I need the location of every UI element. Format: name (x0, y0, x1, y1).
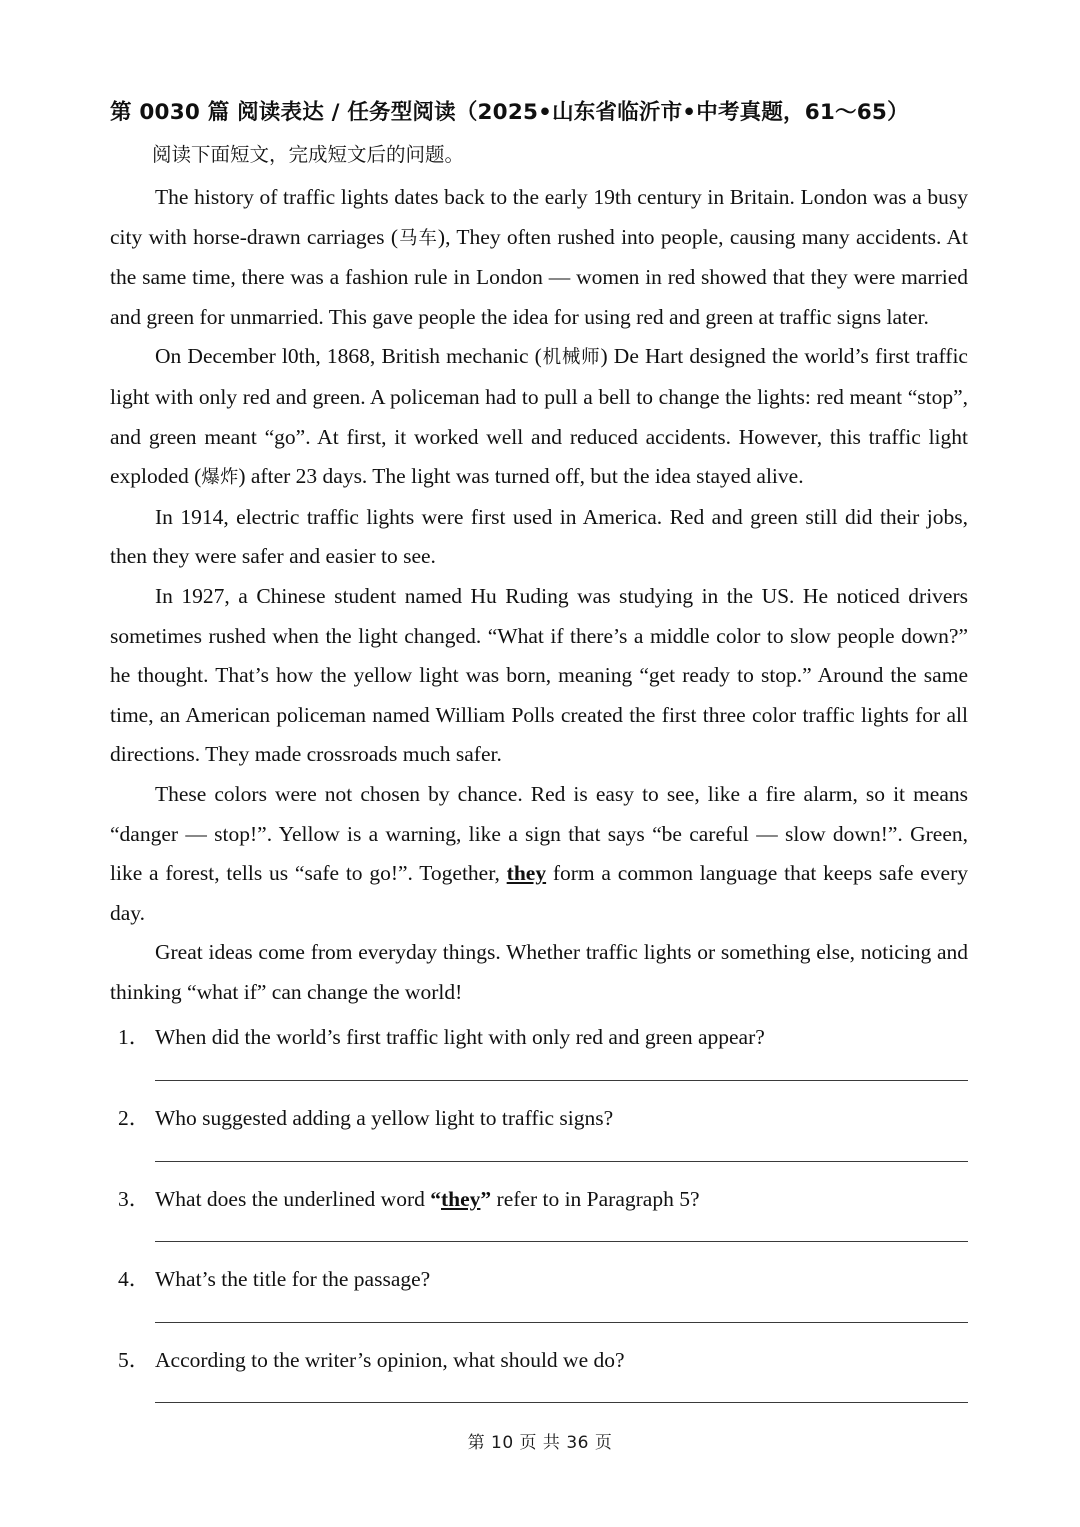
passage-paragraph-1 (110, 178, 968, 337)
passage-paragraph-4: In 1927, a Chinese student named Hu Ruding was studying in the US. He noticed drivers sometimes rushed when the light changed. “What if there’s a middle color to slow people down?” he thought. That’s how the yellow light was born, meaning “get ready to stop.” Around the same time, an American policeman named William Polls created the first three color traffic lights for all directions. They made crossroads much safer. (110, 583, 968, 767)
instruction-line: 阅读下面短文，完成短文后的问题。 (152, 143, 465, 166)
question-item-1 (110, 1018, 968, 1081)
paragraph-2-gloss-2: 爆炸 (201, 467, 239, 489)
answer-line-2[interactable] (155, 1161, 968, 1162)
paragraph-1-text-b: ), They often rushed into people, causing many accidents. At the same time, there was a fashion rule in London — women in red showed that they were married and green for unmarried. This gave people the idea for using red and green at traffic signs later. (110, 224, 968, 329)
question-4-number: 4． (118, 1267, 151, 1292)
passage-paragraph-2 (110, 337, 968, 497)
passage-paragraph-3: In 1914, electric traffic lights were first used in America. Red and green still did their jobs, then they were safer and easier to see. (110, 504, 968, 569)
question-3-line (110, 1180, 968, 1220)
question-2-number: 2． (118, 1106, 151, 1131)
page-title: 第 0030 篇 阅读表达 / 任务型阅读（2025•山东省临沂市•中考真题，61～65） (110, 100, 909, 125)
question-3-emphasis (430, 1187, 491, 1211)
paragraph-2-text-c: ) after 23 days. The light was turned off, but the idea stayed alive. (238, 464, 804, 489)
question-3-text-before: What does the underlined word (155, 1186, 431, 1211)
question-3-underlined-word: they (441, 1186, 481, 1211)
question-list (110, 1018, 968, 1403)
question-1-text: When did the world’s first traffic light with only red and green appear? (155, 1025, 765, 1050)
question-5-line (110, 1341, 968, 1381)
answer-line-1[interactable] (155, 1080, 968, 1081)
answer-line-3[interactable] (155, 1241, 968, 1242)
question-3-quote-open: “ (430, 1186, 441, 1211)
question-3-number: 3． (118, 1186, 151, 1211)
question-1-line (110, 1018, 968, 1058)
paragraph-1-text-a: The history of traffic lights dates back to the early 19th century in Britain. London was a busy city with horse-drawn carriages ( (110, 185, 968, 249)
underlined-word-they: they (506, 861, 547, 886)
question-item-4 (110, 1260, 968, 1323)
question-1-number: 1． (118, 1025, 151, 1050)
paragraph-5-text-a: These colors were not chosen by chance. Red is easy to see, like a fire alarm, so it means “danger — stop!”. Yellow is a warning, like a sign that says “be careful — slow down!”. Green, like a forest, tells us “safe to go!”. Together, (110, 781, 968, 886)
passage-paragraph-6: Great ideas come from everyday things. Whether traffic lights or something else, noticing and thinking “what if” can change the world! (110, 940, 968, 1004)
question-4-line (110, 1260, 968, 1300)
question-item-3 (110, 1180, 968, 1243)
answer-line-5[interactable] (155, 1402, 968, 1403)
question-item-5 (110, 1341, 968, 1404)
passage-paragraph-5 (110, 775, 968, 933)
question-2-line (110, 1099, 968, 1139)
paragraph-2-text-b: ) De Hart designed the world’s first traffic light with only red and green. A policeman had to pull a bell to change the lights: red meant “stop”, and green meant “go”. At first, it worked well and reduced accidents. However, this traffic light exploded ( (110, 344, 968, 489)
page-footer: 第 10 页 共 36 页 (467, 1433, 613, 1453)
question-3-text-after: refer to in Paragraph 5? (491, 1186, 700, 1211)
paragraph-2-text-a: On December l0th, 1868, British mechanic ( (155, 344, 542, 369)
question-5-text: According to the writer’s opinion, what should we do? (155, 1347, 625, 1372)
page-content (110, 98, 968, 1421)
question-4-text: What’s the title for the passage? (155, 1267, 431, 1292)
paragraph-1-gloss-1: 马车 (398, 227, 438, 249)
question-2-text: Who suggested adding a yellow light to traffic signs? (155, 1106, 614, 1131)
paragraph-2-gloss-1: 机械师 (541, 347, 601, 369)
answer-line-4[interactable] (155, 1322, 968, 1323)
paragraph-5-text-b: form a common language that keeps safe every day. (110, 861, 968, 925)
question-3-quote-close: ” (480, 1186, 492, 1211)
question-item-2 (110, 1099, 968, 1162)
question-5-number: 5． (118, 1347, 151, 1372)
